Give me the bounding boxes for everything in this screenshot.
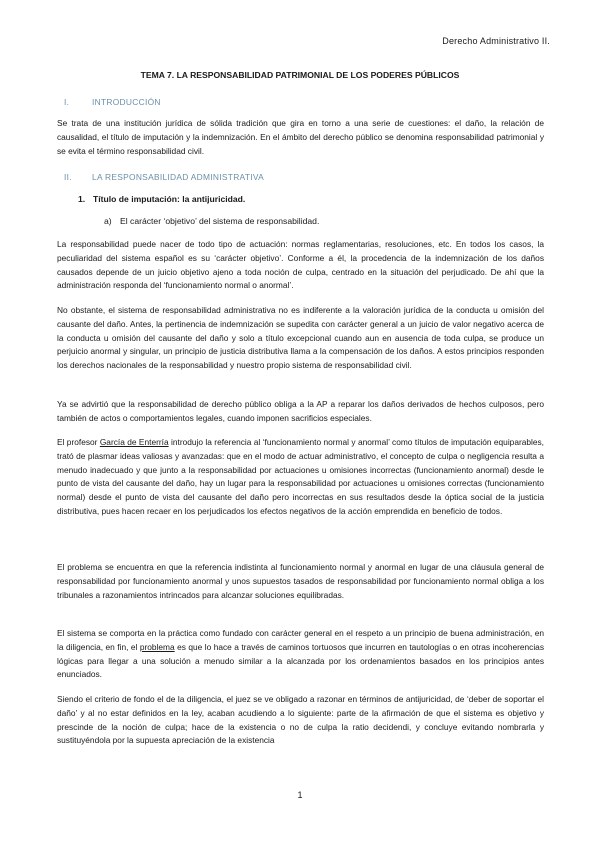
paragraph-garcia-enterria — [57, 436, 544, 519]
paragraph-intro: Se trata de una institución jurídica de sólida tradición que gira en torno a una serie de cuestiones: el daño, la relación de causalidad, el título de imputación y la indemnización. En el ámbito del derecho público se denomina responsabilidad patrimonial y se evita el término responsabilidad civil. — [57, 118, 544, 156]
paragraph-caracter-objetivo: La responsabilidad puede nacer de todo tipo de actuación: normas reglamentarias, resoluciones, etc. En todos los casos, la peculiaridad del sistema español es su ‘carácter objetivo’. Conforme a él, la procedencia de la indemnización de los daños causados depende de un juicio objetivo ajeno a toda noción de culpa, centrado en la situación del perjudicado. De ahí que la administración responda del ‘funcionamiento normal o anormal’. — [57, 239, 544, 291]
paragraph-criterio-diligencia: Siendo el criterio de fondo el de la diligencia, el juez se ve obligado a razonar en términos de antijuricidad, de ‘deber de soportar el daño’ y al no estar definidos en la ley, acaban acudiendo a lo siguiente: parte de la afirmación de que el sistema es objetivo y prescinde de la noción de culpa; hace de la existencia o no de culpa la ratio decidendi, y concluye evitando nombrarla y sustituyéndola por la supuesta apreciación de la existencia — [57, 694, 544, 746]
section-heading-introduccion — [64, 97, 161, 107]
author-reference: García de Enterría — [99, 437, 169, 447]
subsection-heading-caracter-objetivo — [104, 216, 319, 226]
page-header: Derecho Administrativo II. — [442, 36, 550, 46]
paragraph-text: El sistema se comporta en la práctica como fundado con carácter general en el respeto a un principio de buena administración, en la diligencia, en fin, el — [57, 628, 544, 652]
section-number: I. — [64, 97, 70, 107]
paragraph-text: El profesor — [57, 437, 100, 447]
paragraph-text: es que lo hace a través de caminos tortuosos que incurren en tautologías o en otras incoherencias lógicas para llegar a una solución a menudo similar a la alcanzada por los ordenamientos basados en los principios antes enunciados. — [57, 641, 544, 680]
paragraph-ya-se-advirtio: Ya se advirtió que la responsabilidad de derecho público obliga a la AP a reparar los daños derivados de hechos culposos, pero también de actos o comportamientos legales, cuando imponen sacrificios especiales. — [57, 399, 544, 423]
document-title: TEMA 7. LA RESPONSABILIDAD PATRIMONIAL DE LOS PODERES PÚBLICOS — [140, 70, 460, 80]
subsection-number: a) — [104, 216, 112, 226]
page-number: 1 — [297, 790, 303, 800]
subsection-label: El carácter ‘objetivo’ del sistema de responsabilidad. — [120, 216, 320, 226]
subsection-number: 1. — [78, 194, 86, 204]
subsection-heading-titulo-imputacion — [78, 194, 245, 204]
paragraph-el-problema: El problema se encuentra en que la referencia indistinta al funcionamiento normal y anormal en lugar de una cláusula general de responsabilidad por funcionamiento anormal y unos supuestos tasados de responsabilidad por funcionamiento normal obliga a los tribunales a razonamientos intrincados para alcanzar soluciones equilibradas. — [57, 562, 544, 600]
section-label: INTRODUCCIÓN — [92, 97, 161, 107]
section-label: LA RESPONSABILIDAD ADMINISTRATIVA — [92, 172, 265, 182]
paragraph-text: introdujo la referencia al ‘funcionamiento normal y anormal’ como títulos de imputación equiparables, trató de plasmar ideas valiosas y avanzadas: que en el modo de actuar administrativo, el concepto de culpa o negligencia resulta a menudo inadecuado y que junto a la responsabilidad por actuaciones u omisiones incorrectas (funcionamiento anormal) desde le punto de vista del causante del daño, hay un lugar para la responsabilidad por actuaciones u omisiones correctas (funcionamiento normal) desde el punto de vista del causante del daño pero incorrectas en sus resultados desde la óptica social de la justicia distributiva, pues hacen recaer en los perjudicados los efectos negativos de la acción emprendida en beneficio de todos. — [57, 437, 544, 516]
subsection-label: Título de imputación: la antijuricidad. — [93, 194, 246, 204]
section-heading-responsabilidad-administrativa — [64, 172, 264, 182]
section-number: II. — [64, 172, 72, 182]
paragraph-buena-administracion — [57, 627, 544, 682]
paragraph-no-obstante: No obstante, el sistema de responsabilidad administrativa no es indiferente a la valoración jurídica de la conducta u omisión del causante del daño. Antes, la pertinencia de indemnización se supedita con carácter general a un juicio de valor negativo acerca de la conducta u omisión del causante del daño y solo a título excepcional cuando aun en ausencia de toda culpa, se produce un perjuicio anormal y singular, un principio de justicia distributiva llama a la compensación de los daños. A estos principios responden los derechos nacionales de la responsabilidad y nuestro propio sistema de responsabilidad civil. — [57, 305, 544, 371]
underlined-term: problema — [139, 641, 175, 652]
